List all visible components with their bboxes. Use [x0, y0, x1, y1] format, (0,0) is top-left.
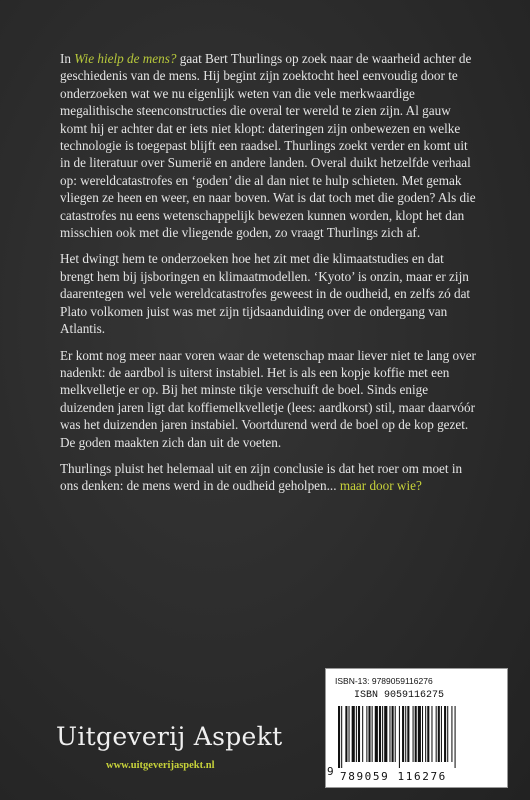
barcode-bar: [358, 706, 360, 762]
blurb-paragraph-4: [60, 460, 478, 495]
barcode-bar: [425, 706, 426, 762]
barcode-bar: [413, 706, 414, 762]
blurb-p4-rest: Thurlings pluist het helemaal uit en zijn conclusie is dat het roer om moet in ons denken: de mens werd in de oudheid geholpen...: [60, 460, 463, 494]
barcode-bar: [372, 706, 373, 762]
barcode-bar: [444, 706, 446, 762]
blurb-text: [60, 50, 478, 504]
book-title: Wie hielp de mens?: [74, 51, 177, 66]
barcode-bar: [422, 706, 423, 762]
isbn10-label: ISBN 9059116275: [354, 690, 445, 701]
barcode-bar: [451, 706, 452, 762]
barcode-digit-string: 789059 116276: [340, 770, 447, 783]
barcode-bar: [455, 706, 456, 768]
publisher-website: www.uitgeverijaspekt.nl: [106, 760, 215, 771]
barcode-bar: [441, 706, 442, 762]
blurb-p1-intro: In: [60, 51, 75, 66]
barcode-bar: [395, 706, 396, 762]
barcode-bar: [415, 706, 417, 762]
barcode-icon: [336, 706, 500, 768]
blurb-paragraph-1: [60, 50, 478, 241]
barcode-bar: [436, 706, 437, 762]
barcode-digits: [340, 770, 515, 783]
blurb-paragraph-2: Het dwingt hem te onderzoeken hoe het zit met die klimaatstudies en dat brengt hem bij ijsboringen en klimaatmodellen. ‘Kyoto’ is onzin, maar er zijn daarentegen wel vele wereldcatastrofes geweest in de oudheid, en zelfs zó dat Plato volkomen juist was met zijn tijdsaanduiding over de ondergang van Atlantis.: [60, 251, 471, 337]
closing-question: maar door wie?: [339, 478, 422, 494]
barcode-bar: [366, 706, 367, 762]
barcode-bar: [389, 706, 390, 762]
barcode-bar: [362, 706, 363, 762]
barcode-bar: [431, 706, 432, 762]
barcode-bar: [405, 706, 406, 762]
barcode-bar: [384, 706, 387, 762]
isbn13-label: ISBN-13: 9789059116276: [335, 676, 433, 686]
barcode-bar: [382, 706, 383, 762]
barcode-bar: [338, 706, 340, 768]
barcode-bar: [352, 706, 355, 762]
barcode-bar: [345, 706, 347, 762]
barcode-bar: [356, 706, 357, 762]
barcode-bar: [447, 706, 448, 762]
barcode-bar: [349, 706, 350, 762]
blurb-paragraph-3: Er komt nog meer naar voren waar de wetenschap maar liever niet te lang over nadenkt: de aardbol is uiterst instabiel. Het is als een kopje koffie met een melkvelletje er op. Bij het minste tikje verschuift de boel. Sinds enige duizenden jaren ligt dat koffiemelkvelletje (lees: aardkorst) stil, maar daarvóór was het duizenden jaren instabiel. Voortdurend werd de boel op de kop gezet. De goden maakten zich dan uit de voeten.: [60, 347, 476, 450]
publisher-logo: Uitgeverij Aspekt: [56, 722, 283, 751]
barcode-bar: [438, 706, 440, 762]
barcode-bar: [399, 706, 400, 768]
blurb-p1-rest: gaat Bert Thurlings op zoek naar de waarheid achter de geschiedenis van de mens. Hij begint zijn zoektocht heel eenvoudig door te onderzoeken wat we nu eigenlijk weten van die vele merkwaardige megalithische steenconstructies die overal ter wereld te zien zijn. Al gauw komt hij er achter dat er iets niet klopt: dateringen zijn onbewezen en welke technologie is toegepast blijft een raadsel. Thurlings zoekt verder en komt uit in de literatuur over Sumerië en andere landen. Overal duikt hetzelfde verhaal op: wereldcatastrofes en ‘goden’ die al dan niet te hulp schieten. Met gemak vliegen ze heen en weer, en naar boven. Wat is dat toch met die goden? Als die catastrofes nu eens wetenschappelijk bewezen kunnen worden, klopt het dan misschien ook met die vliegende goden, zo vraagt Thurlings zich af.: [60, 51, 476, 241]
barcode-bar: [368, 706, 370, 762]
barcode-bar: [407, 706, 409, 762]
barcode-bar: [392, 706, 394, 762]
barcode-bar: [341, 706, 342, 768]
barcode-bar: [402, 706, 404, 762]
barcode-bar: [427, 706, 429, 762]
barcode-lead-digit: 9: [327, 765, 334, 778]
barcode-bar: [418, 706, 421, 762]
barcode-bar: [375, 706, 378, 762]
barcode-bar: [379, 706, 381, 762]
